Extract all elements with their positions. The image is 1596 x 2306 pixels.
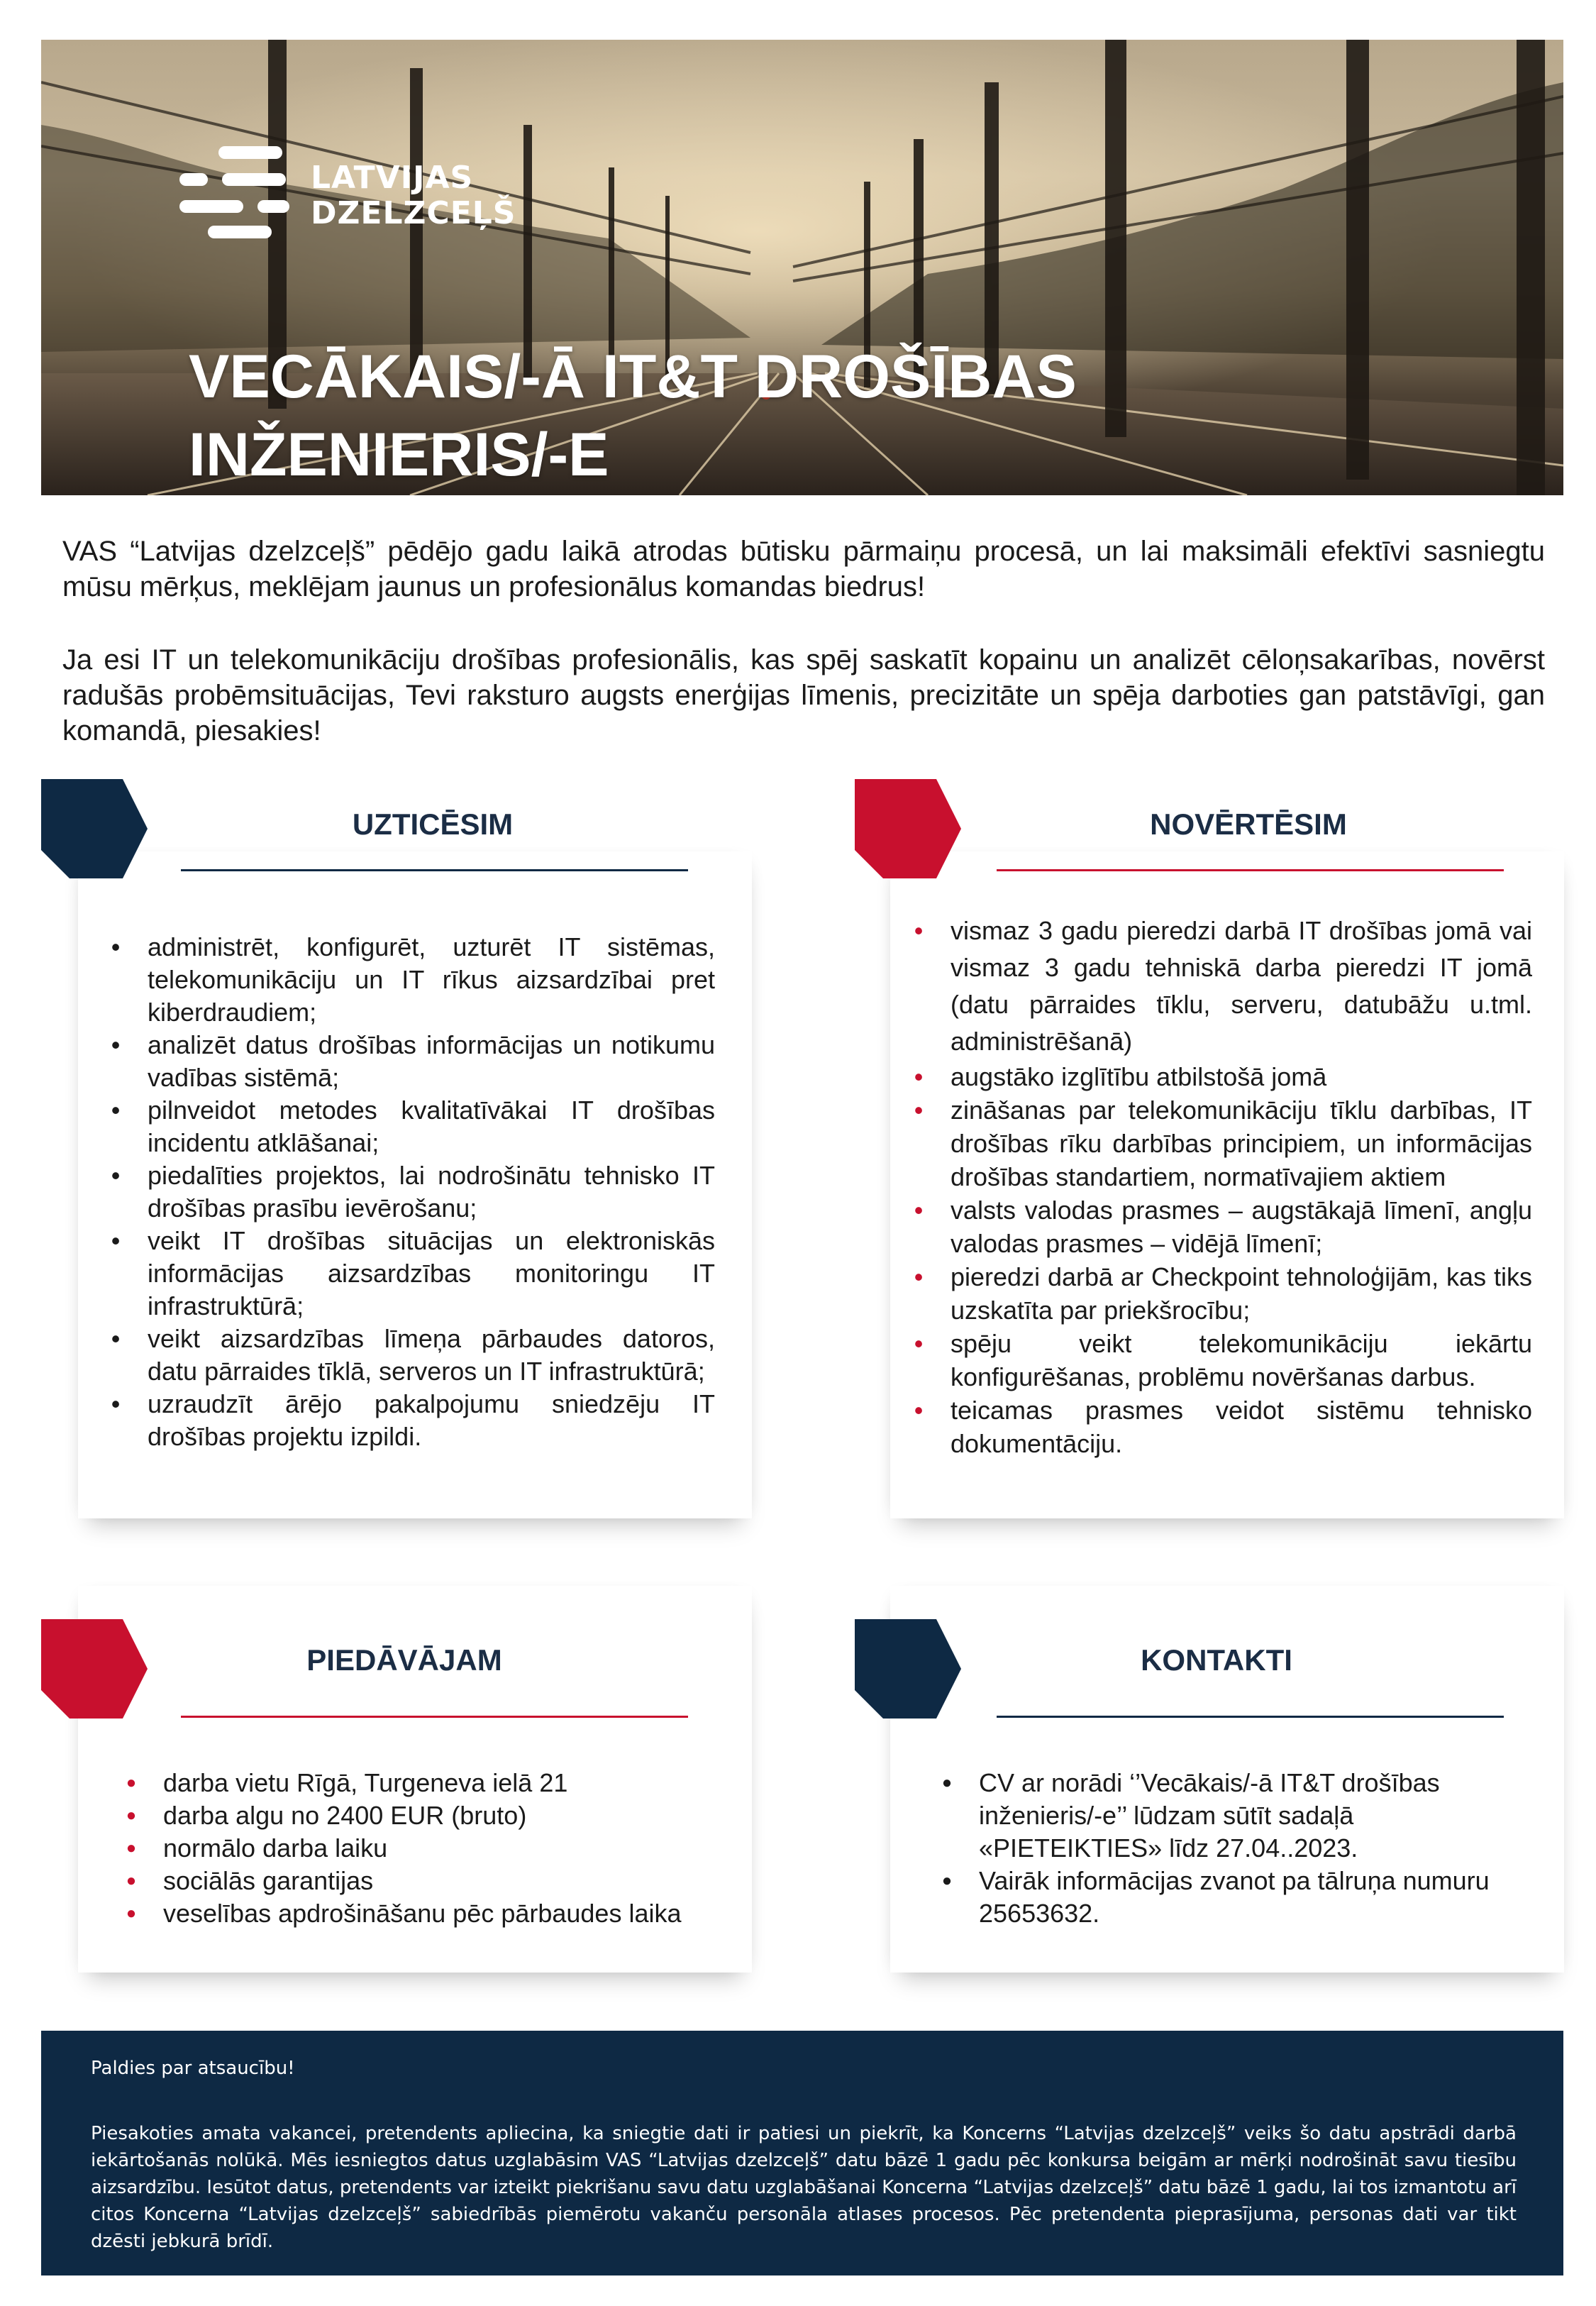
list-item-text: veikt IT drošības situācijas un elektroniskās informācijas aizsardzības monitoringu IT infrastruktūrā;: [148, 1226, 715, 1320]
bullet-icon: ●: [126, 1904, 137, 1923]
list-item: [908, 1394, 1532, 1460]
list-item-text: veselības apdrošināšanu pēc pārbaudes laika: [163, 1899, 682, 1928]
footer-panel: [41, 2031, 1563, 2275]
list-item-text: analizēt datus drošības informācijas un notikumu vadības sistēmā;: [148, 1030, 715, 1092]
list-item: [908, 1060, 1532, 1093]
bullet-icon: •: [914, 1329, 924, 1358]
list-item: [121, 1767, 731, 1799]
bullet-icon: ●: [126, 1806, 137, 1825]
list-item-text: uzraudzīt ārējo pakalpojumu sniedzēju IT drošības projektu izpildi.: [148, 1389, 715, 1451]
bullet-icon: •: [111, 1096, 121, 1125]
bullet-icon: ●: [126, 1871, 137, 1890]
list-item-text: valsts valodas prasmes – augstākajā līmenī, angļu valodas prasmes – vidējā līmenī;: [951, 1196, 1532, 1258]
list-item-text: darba vietu Rīgā, Turgeneva ielā 21: [163, 1768, 568, 1797]
list-item-text: darba algu no 2400 EUR (bruto): [163, 1801, 527, 1830]
bullet-icon: •: [111, 1030, 121, 1059]
bullet-icon: ●: [941, 1773, 953, 1792]
list-item-text: administrēt, konfigurēt, uzturēt IT sistēmas, telekomunikāciju un IT rīkus aizsardzībai pret kiberdraudiem;: [148, 932, 715, 1027]
list-item-text: veikt aizsardzības līmeņa pārbaudes datoros, datu pārraides tīklā, serveros un IT infrastruktūrā;: [148, 1324, 715, 1386]
bullet-icon: •: [914, 1096, 924, 1125]
section-divider: [997, 869, 1504, 871]
list-piedavajam: [121, 1767, 731, 1930]
flag-red-icon: [41, 1619, 148, 1719]
flag-navy-icon: [855, 1619, 961, 1719]
list-item-text: teicamas prasmes veidot sistēmu tehnisko dokumentāciju.: [951, 1396, 1532, 1458]
bullet-icon: •: [914, 1196, 924, 1225]
list-item: [105, 1323, 715, 1388]
list-item: [121, 1865, 731, 1897]
list-item: [121, 1799, 731, 1832]
list-item-text: Vairāk informācijas zvanot pa tālruņa numuru 25653632.: [979, 1866, 1490, 1928]
list-item: [908, 1093, 1532, 1193]
list-item: [105, 1029, 715, 1094]
list-item-text: spēju veikt telekomunikāciju iekārtu konfigurēšanas, problēmu novēršanas darbus.: [951, 1329, 1532, 1391]
list-item: [908, 1327, 1532, 1394]
footer-thanks: Paldies par atsaucību!: [91, 2058, 295, 2079]
bullet-icon: ●: [941, 1871, 953, 1890]
list-item: [121, 1897, 731, 1930]
list-item: [105, 1225, 715, 1323]
logo-line-2: DZELZCEĻŠ: [311, 195, 516, 231]
list-kontakti: [936, 1767, 1532, 1930]
logo-line-1: LATVIJAS: [311, 160, 474, 196]
list-item-text: CV ar norādi ‘’Vecākais/-ā IT&T drošības inženieris/-e’’ lūdzam sūtīt sadaļā «PIETEIKTIES» līdz 27.04..2023.: [979, 1768, 1440, 1863]
flag-red-icon: [855, 779, 961, 878]
job-title: [189, 338, 1324, 494]
bullet-icon: •: [914, 1262, 924, 1291]
bullet-icon: ●: [126, 1838, 137, 1858]
bullet-icon: •: [111, 1324, 121, 1353]
section-divider: [181, 869, 688, 871]
flag-navy-icon: [41, 779, 148, 878]
section-title-uzticesim: UZTICĒSIM: [352, 807, 514, 841]
list-item-text: vismaz 3 gadu pieredzi darbā IT drošības jomā vai vismaz 3 gadu tehniskā darba pieredzi IT jomā (datu pārraides tīklu, serveru, datubāžu u.tml. administrēšanā): [951, 916, 1532, 1056]
logo-mark-icon: [179, 146, 293, 238]
section-divider: [181, 1716, 688, 1718]
list-item: [908, 1260, 1532, 1327]
section-title-piedavajam: PIEDĀVĀJAM: [306, 1643, 502, 1677]
list-item: [936, 1865, 1532, 1930]
list-item: [908, 912, 1532, 1060]
bullet-icon: •: [111, 932, 121, 961]
logo-wordmark: [311, 160, 516, 231]
bullet-icon: •: [111, 1161, 121, 1190]
hero-banner: [41, 40, 1563, 495]
list-item: [908, 1193, 1532, 1260]
intro-paragraph-1: VAS “Latvijas dzelzceļš” pēdējo gadu laikā atrodas būtisku pārmaiņu procesā, un lai maksimāli efektīvi sasniegtu mūsu mērķus, meklējam jaunus un profesionālus komandas biedrus!: [62, 536, 1545, 602]
section-divider: [997, 1716, 1504, 1718]
list-item-text: normālo darba laiku: [163, 1833, 388, 1863]
list-item: [105, 931, 715, 1029]
list-item: [105, 1094, 715, 1159]
list-item-text: augstāko izglītību atbilstošā jomā: [951, 1062, 1327, 1091]
brand-logo: [179, 146, 548, 246]
list-item-text: pilnveidot metodes kvalitatīvākai IT drošības incidentu atklāšanai;: [148, 1096, 715, 1157]
list-item-text: piedalīties projektos, lai nodrošinātu tehnisko IT drošības prasību ievērošanu;: [148, 1161, 715, 1223]
section-title-kontakti: KONTAKTI: [1141, 1643, 1292, 1677]
list-item: [121, 1832, 731, 1865]
bullet-icon: ●: [126, 1773, 137, 1792]
job-title-line-1: VECĀKAIS/-Ā IT&T DROŠĪBAS: [189, 343, 1077, 411]
list-novertesim: [908, 912, 1532, 1460]
list-item: [936, 1767, 1532, 1865]
bullet-icon: •: [111, 1226, 121, 1255]
section-title-novertesim: NOVĒRTĒSIM: [1150, 807, 1347, 841]
list-item: [105, 1159, 715, 1225]
footer-legal-notice: Piesakoties amata vakancei, pretendents apliecina, ka sniegtie dati ir patiesi un piekrīt, ka Koncerns “Latvijas dzelzceļš” veiks šo datu apstrādi darbā iekārtošanās nolūkā. Mēs iesniegtos datus uzglabāsim VAS “Latvijas dzelzceļš” datu bāzē 1 gadu pēc konkursa beigām ar mērķi nodrošināt savu tiesību aizsardzību. Iesūtot datus, pretendents var izteikt piekrišanu savu datu uzglabāšanai Koncerna “Latvijas dzelzceļš” datu bāzē 1 gadu, lai tos izmantotu arī citos Koncerna “Latvijas dzelzceļš” sabiedrībās piemērotu vakanču personāla atlases procesos. Pēc pretendenta pieprasījuma, personas dati var tikt dzēsti jebkurā brīdī.: [91, 2123, 1517, 2252]
bullet-icon: •: [111, 1389, 121, 1418]
list-item: [105, 1388, 715, 1453]
list-item-text: pieredzi darbā ar Checkpoint tehnoloģijām, kas tiks uzskatīta par priekšrocību;: [951, 1262, 1532, 1325]
list-uzticesim: [105, 931, 715, 1453]
bullet-icon: •: [914, 916, 924, 945]
job-title-line-2: INŽENIERIS/-E: [189, 421, 609, 489]
bullet-icon: •: [914, 1062, 924, 1091]
list-item-text: sociālās garantijas: [163, 1866, 374, 1895]
list-item-text: zināšanas par telekomunikāciju tīklu darbības, IT drošības rīku darbības principiem, un informācijas drošības standartiem, normatīvajiem aktiem: [951, 1096, 1532, 1191]
bullet-icon: •: [914, 1396, 924, 1425]
intro-paragraph-2: Ja esi IT un telekomunikāciju drošības profesionālis, kas spēj saskatīt kopainu un analizēt cēloņsakarības, novērst radušās probēmsituācijas, Tevi raksturo augsts enerģijas līmenis, precizitāte un spēja darboties gan patstāvīgi, gan komandā, piesakies!: [62, 644, 1545, 746]
